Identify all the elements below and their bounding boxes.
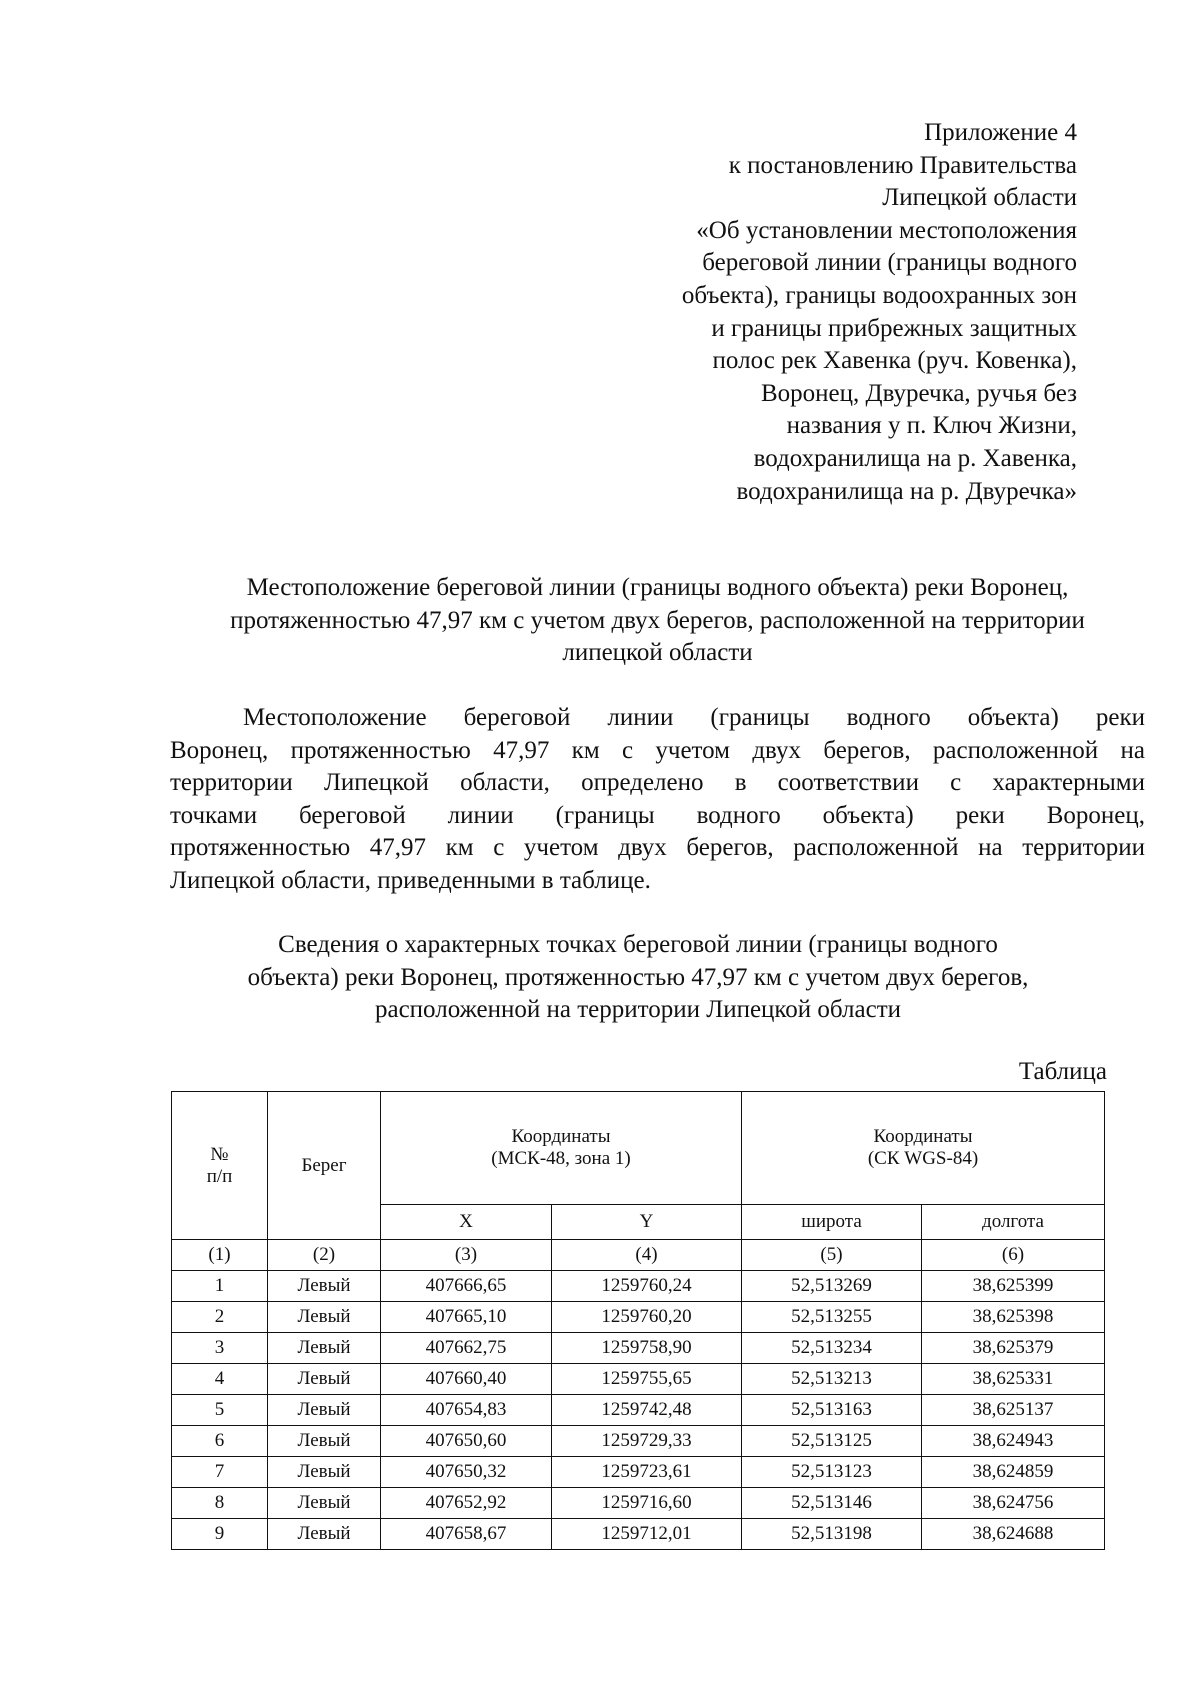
header-wgs-line1: Координаты (873, 1126, 973, 1147)
cell-latitude: 52,513234 (742, 1333, 922, 1364)
appendix-line: полос рек Хавенка (руч. Ковенка), (712, 347, 1077, 375)
cell-latitude: 52,513198 (742, 1519, 922, 1550)
cell-longitude: 38,624859 (922, 1457, 1105, 1488)
appendix-block (517, 117, 1077, 508)
document-title (170, 572, 1145, 670)
column-number: (1) (172, 1240, 268, 1271)
table-row (172, 1426, 1105, 1457)
cell-number: 3 (172, 1333, 268, 1364)
table-row (172, 1457, 1105, 1488)
cell-x: 407662,75 (381, 1333, 552, 1364)
cell-bank: Левый (268, 1364, 381, 1395)
header-number (172, 1092, 268, 1240)
cell-x: 407666,65 (381, 1271, 552, 1302)
header-y: Y (552, 1205, 742, 1240)
coordinates-table (171, 1091, 1105, 1550)
table-label: Таблица (1018, 1058, 1107, 1085)
cell-y: 1259760,20 (552, 1302, 742, 1333)
cell-x: 407654,83 (381, 1395, 552, 1426)
cell-x: 407660,40 (381, 1364, 552, 1395)
appendix-line: «Об установлении местоположения (696, 216, 1077, 244)
appendix-line: Приложение 4 (924, 119, 1077, 146)
caption-line: объекта) реки Воронец, протяженностью 47,97 км с учетом двух берегов, (247, 963, 1029, 991)
cell-number: 4 (172, 1364, 268, 1395)
header-wgs-line2: (СК WGS-84) (867, 1148, 979, 1169)
cell-bank: Левый (268, 1271, 381, 1302)
appendix-line: береговой линии (границы водного (702, 249, 1077, 277)
appendix-line: объекта), границы водоохранных зон (681, 281, 1077, 309)
cell-number: 6 (172, 1426, 268, 1457)
cell-latitude: 52,513213 (742, 1364, 922, 1395)
header-msk-coordinates (381, 1092, 742, 1205)
cell-x: 407650,60 (381, 1426, 552, 1457)
title-line: липецкой области (562, 639, 753, 667)
cell-number: 2 (172, 1302, 268, 1333)
header-latitude: широта (742, 1205, 922, 1240)
table-row (172, 1488, 1105, 1519)
cell-latitude: 52,513146 (742, 1488, 922, 1519)
paragraph-line: Местоположение береговой линии (границы водного объекта) реки (243, 704, 1145, 731)
cell-x: 407665,10 (381, 1302, 552, 1333)
appendix-line: Воронец, Двуречка, ручья без (760, 379, 1077, 407)
cell-bank: Левый (268, 1488, 381, 1519)
cell-number: 5 (172, 1395, 268, 1426)
cell-y: 1259758,90 (552, 1333, 742, 1364)
cell-y: 1259742,48 (552, 1395, 742, 1426)
cell-latitude: 52,513123 (742, 1457, 922, 1488)
table-row (172, 1395, 1105, 1426)
column-number: (6) (922, 1240, 1105, 1271)
cell-latitude: 52,513255 (742, 1302, 922, 1333)
caption-line: Сведения о характерных точках береговой линии (границы водного (278, 931, 998, 958)
appendix-line: Липецкой области (882, 184, 1077, 212)
appendix-line: названия у п. Ключ Жизни, (786, 412, 1077, 440)
title-line: Местоположение береговой линии (границы водного объекта) реки Воронец, (246, 574, 1069, 601)
paragraph-line: территории Липецкой области, определено в соответствии с характерными (170, 769, 1145, 797)
header-x: X (381, 1205, 552, 1240)
cell-bank: Левый (268, 1426, 381, 1457)
table-row (172, 1519, 1105, 1550)
table-row (172, 1271, 1105, 1302)
title-line: протяженностью 47,97 км с учетом двух берегов, расположенной на территории (230, 606, 1085, 634)
header-msk-line2: (МСК-48, зона 1) (491, 1148, 631, 1169)
cell-latitude: 52,513125 (742, 1426, 922, 1457)
cell-bank: Левый (268, 1457, 381, 1488)
header-wgs-coordinates (742, 1092, 1105, 1205)
cell-longitude: 38,624756 (922, 1488, 1105, 1519)
cell-y: 1259712,01 (552, 1519, 742, 1550)
appendix-line: водохранилища на р. Хавенка, (753, 444, 1077, 472)
paragraph-line: протяженностью 47,97 км с учетом двух берегов, расположенной на территории (170, 834, 1145, 862)
header-longitude: долгота (922, 1205, 1105, 1240)
table-row (172, 1333, 1105, 1364)
cell-longitude: 38,625399 (922, 1271, 1105, 1302)
column-number: (3) (381, 1240, 552, 1271)
table-row (172, 1364, 1105, 1395)
cell-x: 407658,67 (381, 1519, 552, 1550)
cell-x: 407652,92 (381, 1488, 552, 1519)
column-numbers-row (172, 1240, 1105, 1271)
cell-bank: Левый (268, 1302, 381, 1333)
body-paragraph (170, 702, 1145, 898)
cell-longitude: 38,625398 (922, 1302, 1105, 1333)
cell-number: 1 (172, 1271, 268, 1302)
cell-x: 407650,32 (381, 1457, 552, 1488)
header-number-line1: № (210, 1143, 229, 1165)
table-header-row (172, 1092, 1105, 1205)
cell-y: 1259729,33 (552, 1426, 742, 1457)
cell-bank: Левый (268, 1395, 381, 1426)
cell-number: 9 (172, 1519, 268, 1550)
cell-y: 1259760,24 (552, 1271, 742, 1302)
cell-y: 1259716,60 (552, 1488, 742, 1519)
cell-longitude: 38,624688 (922, 1519, 1105, 1550)
header-bank: Берег (268, 1092, 381, 1240)
cell-latitude: 52,513163 (742, 1395, 922, 1426)
cell-latitude: 52,513269 (742, 1271, 922, 1302)
cell-longitude: 38,625137 (922, 1395, 1105, 1426)
cell-bank: Левый (268, 1333, 381, 1364)
table-row (172, 1302, 1105, 1333)
cell-longitude: 38,625331 (922, 1364, 1105, 1395)
appendix-line: к постановлению Правительства (728, 151, 1077, 179)
cell-number: 7 (172, 1457, 268, 1488)
cell-longitude: 38,624943 (922, 1426, 1105, 1457)
column-number: (5) (742, 1240, 922, 1271)
cell-y: 1259755,65 (552, 1364, 742, 1395)
cell-longitude: 38,625379 (922, 1333, 1105, 1364)
appendix-line: водохранилища на р. Двуречка» (736, 477, 1077, 505)
cell-bank: Левый (268, 1519, 381, 1550)
paragraph-line: Воронец, протяженностью 47,97 км с учетом двух берегов, расположенной на (170, 736, 1145, 764)
appendix-line: и границы прибрежных защитных (711, 314, 1077, 342)
header-number-line2: п/п (206, 1165, 233, 1187)
table-caption (170, 929, 1106, 1027)
column-number: (2) (268, 1240, 381, 1271)
cell-y: 1259723,61 (552, 1457, 742, 1488)
header-msk-line1: Координаты (511, 1126, 611, 1147)
paragraph-line: Липецкой области, приведенными в таблице. (170, 866, 651, 894)
caption-line: расположенной на территории Липецкой области (374, 996, 901, 1024)
cell-number: 8 (172, 1488, 268, 1519)
paragraph-line: точками береговой линии (границы водного объекта) реки Воронец, (170, 801, 1145, 829)
column-number: (4) (552, 1240, 742, 1271)
